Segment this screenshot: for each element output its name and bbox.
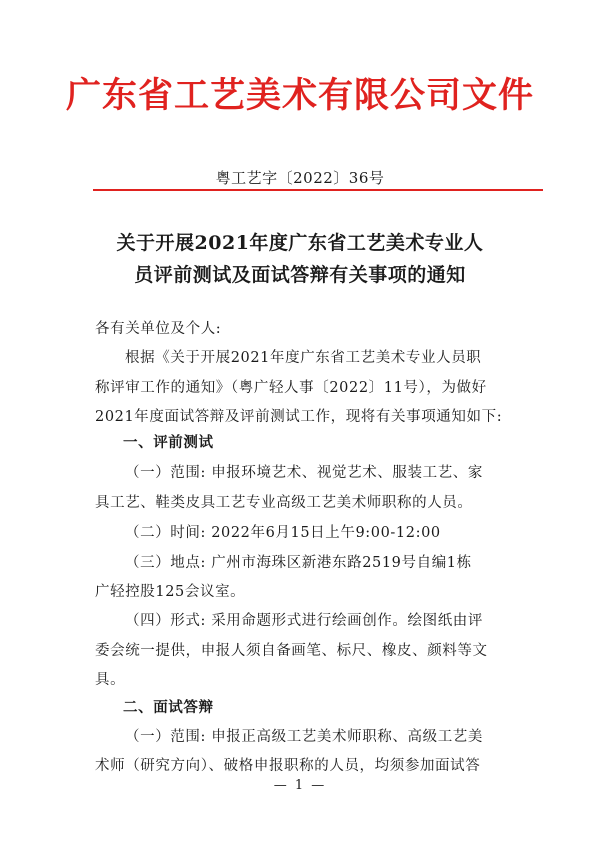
section-line: 委会统一提供，申报人须自备画笔、标尺、橡皮、颜料等文 <box>95 643 488 659</box>
org-header-title: 广东省工艺美术有限公司文件 <box>65 75 534 116</box>
red-divider-line <box>93 189 543 191</box>
section-line: （一）范围: 申报正高级工艺美术师职称、高级工艺美 <box>125 729 483 745</box>
intro-line: 根据《关于开展2021年度广东省工艺美术专业人员职 <box>125 350 482 366</box>
section-heading: 一、评前测试 <box>123 434 214 451</box>
document-number: 粤工艺字〔2022〕36号 <box>215 169 385 187</box>
section-line: （三）地点: 广州市海珠区新港东路2519号自编1栋 <box>125 555 472 571</box>
salutation: 各有关单位及个人: <box>95 321 222 337</box>
section-line: 广轻控股125会议室。 <box>95 584 246 600</box>
section-line: （一）范围: 申报环境艺术、视觉艺术、服装工艺、家 <box>125 465 483 481</box>
section-line: 具。 <box>95 672 126 688</box>
section-line: （四）形式: 采用命题形式进行绘画创作。绘图纸由评 <box>125 613 483 629</box>
intro-line: 称评审工作的通知》（粤广轻人事〔2022〕11号），为做好 <box>95 380 487 396</box>
page-number: — 1 — <box>273 778 327 793</box>
section-line: 具工艺、鞋类皮具工艺专业高级工艺美术师职称的人员。 <box>95 495 473 511</box>
section-heading: 二、面试答辩 <box>123 699 214 716</box>
section-line: 术师（研究方向）、破格申报职称的人员，均须参加面试答 <box>95 758 481 774</box>
notice-title-line-2: 员评前测试及面试答辩有关事项的通知 <box>134 264 466 286</box>
intro-line: 2021年度面试答辩及评前测试工作，现将有关事项通知如下: <box>95 409 503 425</box>
section-line: （二）时间: 2022年6月15日上午9:00-12:00 <box>125 525 441 541</box>
notice-title-line-1: 关于开展2021年度广东省工艺美术专业人 <box>116 232 484 254</box>
